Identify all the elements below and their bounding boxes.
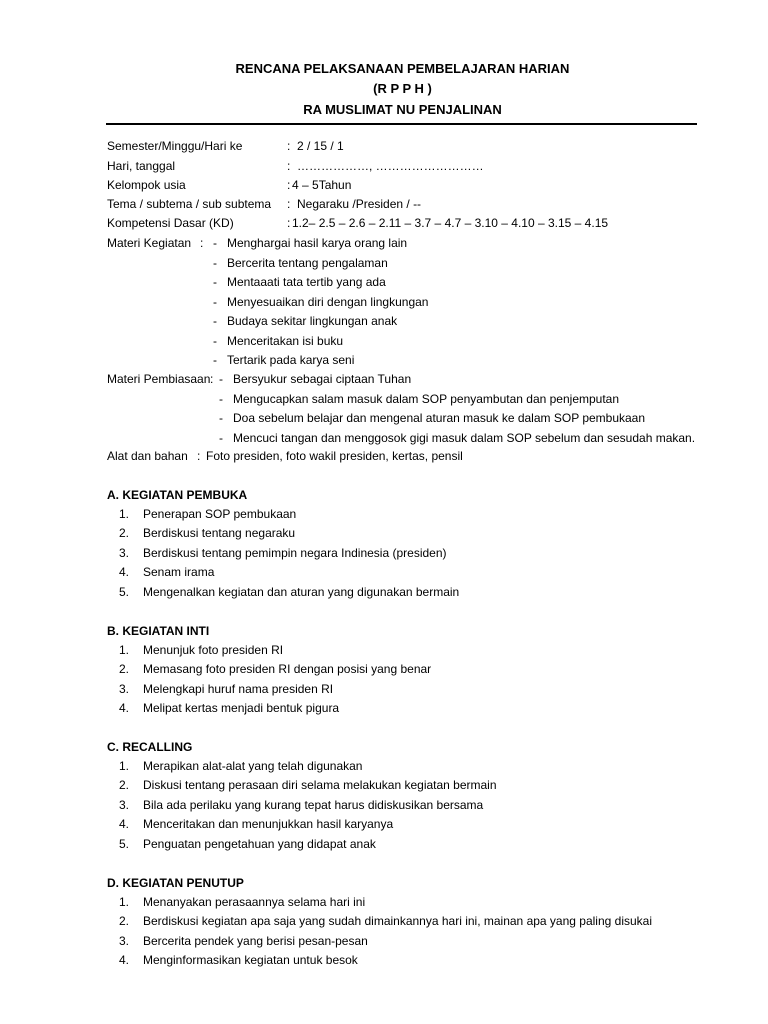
- list-dash: -: [219, 430, 223, 445]
- list-number: 5.: [119, 584, 130, 599]
- info-value-semester: 2 / 15 / 1: [297, 139, 344, 153]
- list-number: 3.: [119, 545, 130, 560]
- info-value-kd: 1.2– 2.5 – 2.6 – 2.11 – 3.7 – 4.7 – 3.10 – 4.10 – 3.15 – 4.15: [292, 216, 609, 230]
- list-number: 3.: [119, 797, 130, 812]
- section-heading-inti: B. KEGIATAN INTI: [107, 624, 210, 638]
- info-colon: :: [287, 197, 291, 211]
- info-label-kelompok: Kelompok usia: [107, 178, 186, 192]
- alat-colon: :: [197, 449, 201, 463]
- info-label-hari: Hari, tanggal: [107, 159, 176, 173]
- list-item: Bila ada perilaku yang kurang tepat harus didiskusikan bersama: [143, 797, 484, 812]
- list-dash: -: [219, 372, 223, 386]
- list-item: Berdiskusi tentang negaraku: [143, 526, 296, 541]
- list-dash: -: [219, 411, 223, 425]
- list-item: Berdiskusi kegiatan apa saja yang sudah dimainkannya hari ini, mainan apa yang paling disukai: [143, 914, 652, 929]
- list-item: Bersyukur sebagai ciptaan Tuhan: [233, 372, 412, 386]
- list-dash: -: [213, 255, 217, 270]
- materi-kegiatan-label: Materi Kegiatan: [107, 236, 192, 250]
- info-colon: :: [287, 178, 291, 192]
- list-item: Menunjuk foto presiden RI: [143, 643, 284, 657]
- list-number: 3.: [119, 681, 130, 696]
- list-item: Tertarik pada karya seni: [227, 353, 355, 367]
- list-dash: -: [213, 353, 217, 367]
- list-item: Mencuci tangan dan menggosok gigi masuk dalam SOP sebelum dan sesudah makan.: [233, 430, 696, 445]
- alat-label: Alat dan bahan: [107, 449, 188, 463]
- info-value-kelompok: 4 – 5Tahun: [292, 178, 352, 192]
- list-number: 2.: [119, 778, 130, 793]
- materi-kegiatan-colon: :: [200, 236, 204, 250]
- list-dash: -: [219, 391, 223, 406]
- info-colon: :: [287, 216, 291, 230]
- list-dash: -: [213, 275, 217, 289]
- document-title: RENCANA PELAKSANAAN PEMBELAJARAN HARIAN: [235, 61, 570, 76]
- list-item: Menghargai hasil karya orang lain: [227, 236, 408, 250]
- list-item: Menceritakan isi buku: [227, 333, 344, 348]
- list-number: 4.: [119, 701, 130, 716]
- list-number: 1.: [119, 759, 130, 773]
- info-label-tema: Tema / subtema / sub subtema: [107, 197, 272, 211]
- list-number: 1.: [119, 895, 130, 909]
- materi-pembiasaan-colon: :: [210, 372, 214, 386]
- list-item: Berdiskusi tentang pemimpin negara Indinesia (presiden): [143, 545, 447, 560]
- list-item: Melengkapi huruf nama presiden RI: [143, 681, 334, 696]
- list-number: 4.: [119, 953, 130, 968]
- info-colon: :: [287, 139, 291, 153]
- list-item: Diskusi tentang perasaan diri selama melakukan kegiatan bermain: [143, 778, 497, 793]
- list-number: 5.: [119, 836, 130, 851]
- institution-name: RA MUSLIMAT NU PENJALINAN: [303, 102, 502, 117]
- section-heading-penutup: D. KEGIATAN PENUTUP: [107, 876, 244, 890]
- list-item: Merapikan alat-alat yang telah digunakan: [143, 759, 363, 773]
- list-item: Menyesuaikan diri dengan lingkungan: [227, 294, 429, 309]
- list-dash: -: [213, 333, 217, 348]
- list-number: 1.: [119, 643, 130, 657]
- list-item: Budaya sekitar lingkungan anak: [227, 314, 398, 328]
- list-number: 2.: [119, 662, 130, 677]
- list-item: Menceritakan dan menunjukkan hasil karyanya: [143, 817, 394, 832]
- alat-value: Foto presiden, foto wakil presiden, kertas, pensil: [206, 449, 463, 463]
- list-item: Bercerita tentang pengalaman: [227, 255, 388, 270]
- info-colon: :: [287, 159, 291, 173]
- section-heading-recalling: C. RECALLING: [107, 740, 193, 754]
- list-number: 4.: [119, 565, 130, 580]
- info-value-hari: ………………, ………………………: [297, 159, 484, 173]
- list-item: Melipat kertas menjadi bentuk pigura: [143, 701, 340, 716]
- info-label-kd: Kompetensi Dasar (KD): [107, 216, 234, 230]
- section-heading-pembuka: A. KEGIATAN PEMBUKA: [107, 488, 248, 502]
- list-item: Senam irama: [143, 565, 215, 580]
- list-number: 3.: [119, 933, 130, 948]
- header-divider: [106, 123, 697, 125]
- list-dash: -: [213, 294, 217, 309]
- info-label-semester: Semester/Minggu/Hari ke: [107, 139, 243, 153]
- materi-pembiasaan-label: Materi Pembiasaan: [107, 372, 211, 386]
- list-item: Penerapan SOP pembukaan: [143, 507, 297, 521]
- list-item: Penguatan pengetahuan yang didapat anak: [143, 836, 376, 851]
- list-dash: -: [213, 314, 217, 328]
- list-item: Bercerita pendek yang berisi pesan-pesan: [143, 933, 368, 948]
- list-number: 1.: [119, 507, 130, 521]
- list-item: Memasang foto presiden RI dengan posisi yang benar: [143, 662, 432, 677]
- list-item: Menanyakan perasaannya selama hari ini: [143, 895, 366, 909]
- list-item: Menginformasikan kegiatan untuk besok: [143, 953, 358, 968]
- list-number: 4.: [119, 817, 130, 832]
- list-item: Mengenalkan kegiatan dan aturan yang digunakan bermain: [143, 584, 460, 599]
- list-dash: -: [213, 236, 217, 250]
- list-number: 2.: [119, 914, 130, 929]
- document-subtitle: (R P P H ): [373, 81, 432, 96]
- info-value-tema: Negaraku /Presiden / --: [297, 197, 422, 211]
- list-item: Mentaaati tata tertib yang ada: [227, 275, 386, 289]
- list-item: Mengucapkan salam masuk dalam SOP penyambutan dan penjemputan: [233, 391, 620, 406]
- list-item: Doa sebelum belajar dan mengenal aturan masuk ke dalam SOP pembukaan: [233, 411, 646, 425]
- list-number: 2.: [119, 526, 130, 541]
